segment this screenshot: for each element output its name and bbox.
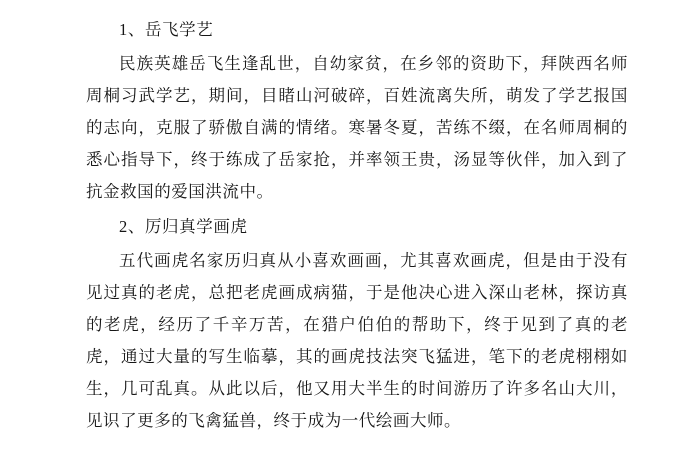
section-paragraph-1-1: 民族英雄岳飞生逢乱世，自幼家贫，在乡邻的资助下，拜陕西名师周桐习武学艺，期间，目睹山河破碎，百姓流离失所，萌发了学艺报国的志向，克服了骄傲自满的情绪。寒暑冬夏，苦练不缀，在名师周桐的悉心指导下，终于练成了岳家抢，并率领王贵，汤显等伙伴，加入到了抗金救国的爱国洪流中。 bbox=[86, 54, 628, 201]
section-paragraph-2-1: 五代画虎名家历归真从小喜欢画画，尤其喜欢画虎，但是由于没有见过真的老虎，总把老虎画成病猫，于是他决心进入深山老林，探访真的老虎，经历了千辛万苦，在猎户伯伯的帮助下，终于见到了真的老虎，通过大量的写生临摹，其的画虎技法突飞猛进，笔下的老虎栩栩如生，几可乱真。从此以后，他又用大半生的时间游历了许多名山大川，见识了更多的飞禽猛兽，终于成为一代绘画大师。 bbox=[86, 251, 628, 430]
section-heading-1: 1、岳飞学艺 bbox=[119, 20, 214, 39]
document-body bbox=[86, 14, 628, 437]
section-heading-2: 2、厉归真学画虎 bbox=[119, 217, 248, 236]
section-yuefei bbox=[86, 14, 628, 208]
section-liguizhen bbox=[86, 211, 628, 437]
